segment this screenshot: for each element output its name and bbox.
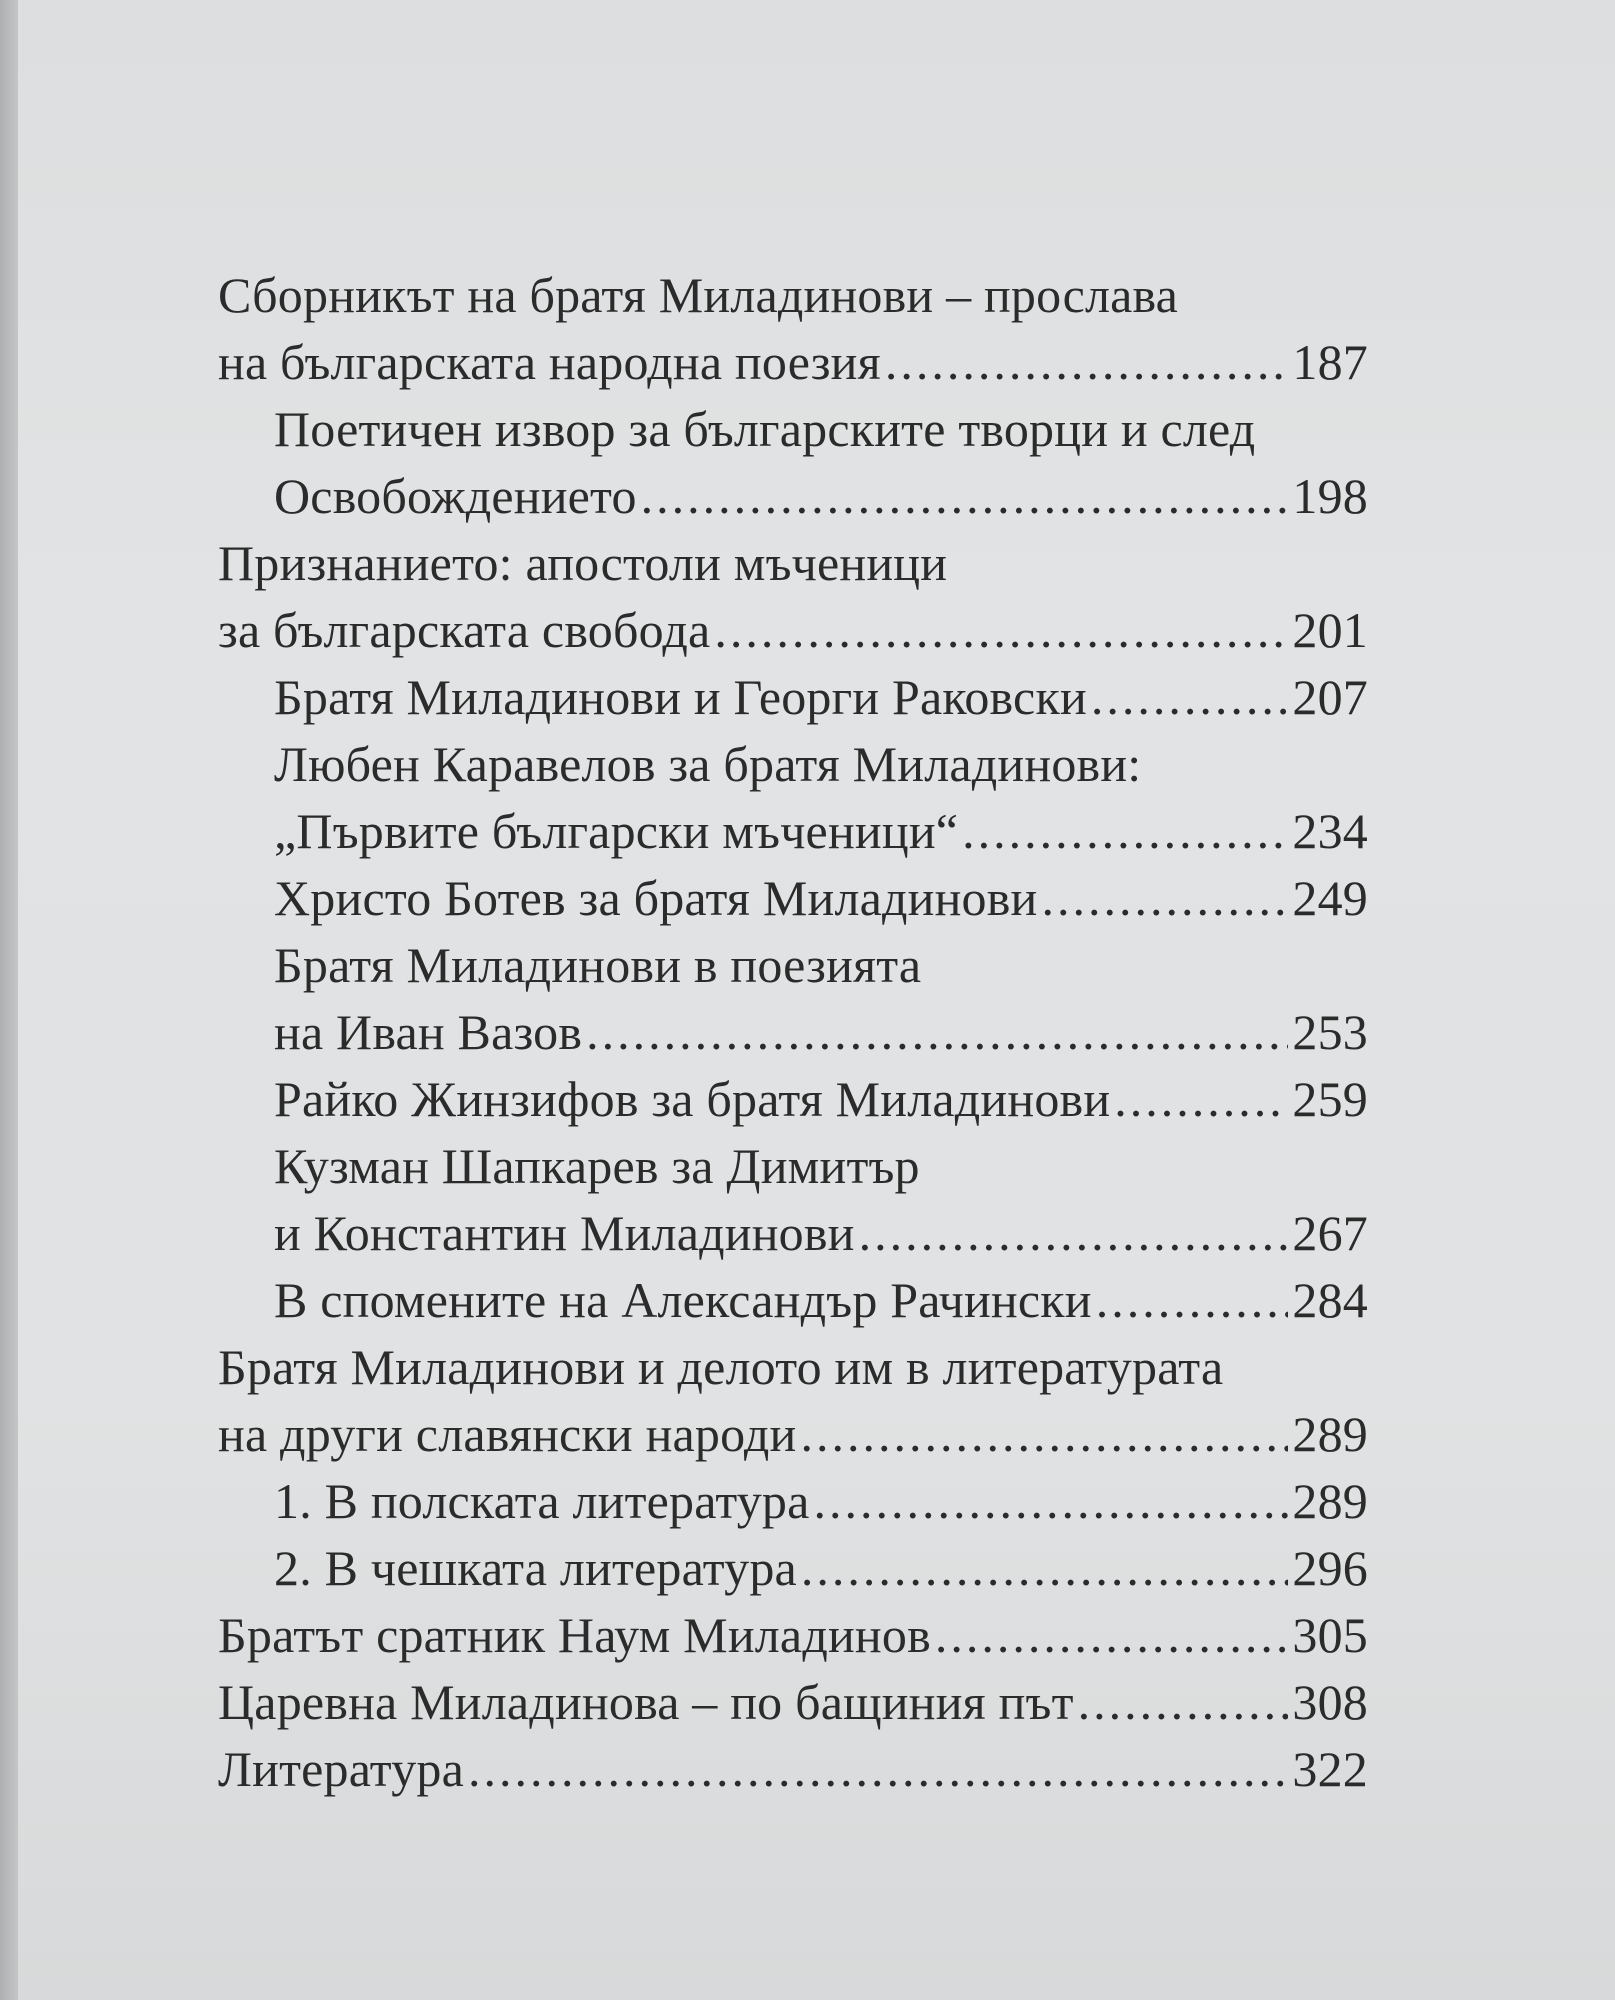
toc-entry[interactable]: [218, 932, 1368, 1066]
toc-entry-title-line: Поетичен извор за българските творци и след: [274, 401, 1256, 457]
toc-entry[interactable]: [218, 865, 1368, 932]
dot-leader: [801, 1401, 1289, 1468]
dot-leader: [935, 1602, 1288, 1669]
toc-entry[interactable]: [218, 1066, 1368, 1133]
toc-entry-title-line: Братя Миладинови в поезията: [274, 937, 922, 993]
dot-leader: [885, 329, 1288, 396]
toc-entry-row: [274, 463, 1368, 530]
toc-entry-title-line: за българската свобода: [218, 602, 711, 658]
toc-page-number: 201: [1292, 602, 1368, 658]
dot-leader: [814, 1468, 1288, 1535]
dot-leader: [468, 1736, 1288, 1803]
toc-entry-row: [218, 597, 1368, 664]
toc-entry[interactable]: [218, 731, 1368, 865]
toc-page-number: 305: [1292, 1607, 1368, 1663]
dot-leader: [1042, 865, 1288, 932]
dot-leader: [714, 597, 1288, 664]
toc-entry-title-line: „Първите български мъченици“: [274, 803, 959, 859]
toc-page-number: 253: [1292, 1004, 1368, 1060]
toc-entry-row: [274, 664, 1368, 731]
toc-entry-row: [218, 1401, 1368, 1468]
toc-entry-title-line: Сборникът на братя Миладинови – прослава: [218, 267, 1179, 323]
toc-entry-title-line: Литература: [218, 1741, 464, 1797]
dot-leader: [1114, 1066, 1288, 1133]
toc-entry-title-line: 2. В чешката литература: [274, 1540, 797, 1596]
toc-entry[interactable]: [218, 1267, 1368, 1334]
toc-entry[interactable]: [218, 1669, 1368, 1736]
toc-page-number: 308: [1292, 1674, 1368, 1730]
toc-entry-row: [218, 1602, 1368, 1669]
dot-leader: [1078, 1669, 1288, 1736]
toc-entry-title-line: Христо Ботев за братя Миладинови: [274, 870, 1038, 926]
toc-entry-title-line: Братът сратник Наум Миладинов: [218, 1607, 931, 1663]
toc-entry-row: [274, 1200, 1368, 1267]
toc-entry-title-line: Признанието: апостоли мъченици: [218, 535, 948, 591]
dot-leader: [1091, 664, 1288, 731]
toc-page-number: 207: [1292, 669, 1368, 725]
toc-entry[interactable]: [218, 1736, 1368, 1803]
toc-entry-row: [274, 798, 1368, 865]
toc-entry-title-line: Братя Миладинови и делото им в литературата: [218, 1339, 1224, 1395]
toc-entry-row: [274, 1066, 1368, 1133]
toc-entry-title-line: Братя Миладинови и Георги Раковски: [274, 669, 1087, 725]
toc-page-number: 289: [1292, 1473, 1368, 1529]
toc-page-number: 322: [1292, 1741, 1368, 1797]
toc-page-number: 187: [1292, 334, 1368, 390]
toc-entry-title-line: на други славянски народи: [218, 1406, 797, 1462]
toc-entry-row: [218, 1736, 1368, 1803]
toc-entry[interactable]: [218, 1334, 1368, 1468]
toc-page-number: 234: [1292, 803, 1368, 859]
toc-entry-title-line: В спомените на Александър Рачински: [274, 1272, 1092, 1328]
dot-leader: [586, 999, 1288, 1066]
toc-entry-title-line: Кузман Шапкарев за Димитър: [274, 1138, 920, 1194]
toc-entry-title-line: на българската народна поезия: [218, 334, 881, 390]
toc-entry-row: [218, 329, 1368, 396]
toc-entry[interactable]: [218, 530, 1368, 664]
toc-entry[interactable]: [218, 1535, 1368, 1602]
toc-page-number: 259: [1292, 1071, 1368, 1127]
toc-entry-row: [274, 865, 1368, 932]
toc-entry-row: [274, 1535, 1368, 1602]
toc-page-number: 284: [1292, 1272, 1368, 1328]
toc-entry[interactable]: [218, 262, 1368, 396]
toc-page-number: 296: [1292, 1540, 1368, 1596]
dot-leader: [641, 463, 1288, 530]
toc-entry-title-line: Освобождението: [274, 468, 637, 524]
toc-entry-title-line: на Иван Вазов: [274, 1004, 583, 1060]
toc-entry[interactable]: [218, 664, 1368, 731]
toc-page-number: 289: [1292, 1406, 1368, 1462]
toc-entry-title-line: Царевна Миладинова – по бащиния път: [218, 1674, 1074, 1730]
toc-entry[interactable]: [218, 1468, 1368, 1535]
toc-entry-row: [274, 1267, 1368, 1334]
toc-page-number: 198: [1292, 468, 1368, 524]
dot-leader: [962, 798, 1288, 865]
toc-entry[interactable]: [218, 396, 1368, 530]
toc-entry-title-line: Райко Жинзифов за братя Миладинови: [274, 1071, 1111, 1127]
toc-entry-row: [274, 1468, 1368, 1535]
toc-entry[interactable]: [218, 1602, 1368, 1669]
toc-entry-title-line: 1. В полската литература: [274, 1473, 810, 1529]
toc-entry[interactable]: [218, 1133, 1368, 1267]
toc-entry-title-line: и Константин Миладинови: [274, 1205, 855, 1261]
toc-page-number: 249: [1292, 870, 1368, 926]
toc-entry-title-line: Любен Каравелов за братя Миладинови:: [274, 736, 1142, 792]
dot-leader: [801, 1535, 1288, 1602]
table-of-contents: [218, 262, 1368, 1803]
toc-entry-row: [218, 1669, 1368, 1736]
toc-page-number: 267: [1292, 1205, 1368, 1261]
dot-leader: [859, 1200, 1288, 1267]
dot-leader: [1096, 1267, 1288, 1334]
toc-entry-row: [274, 999, 1368, 1066]
